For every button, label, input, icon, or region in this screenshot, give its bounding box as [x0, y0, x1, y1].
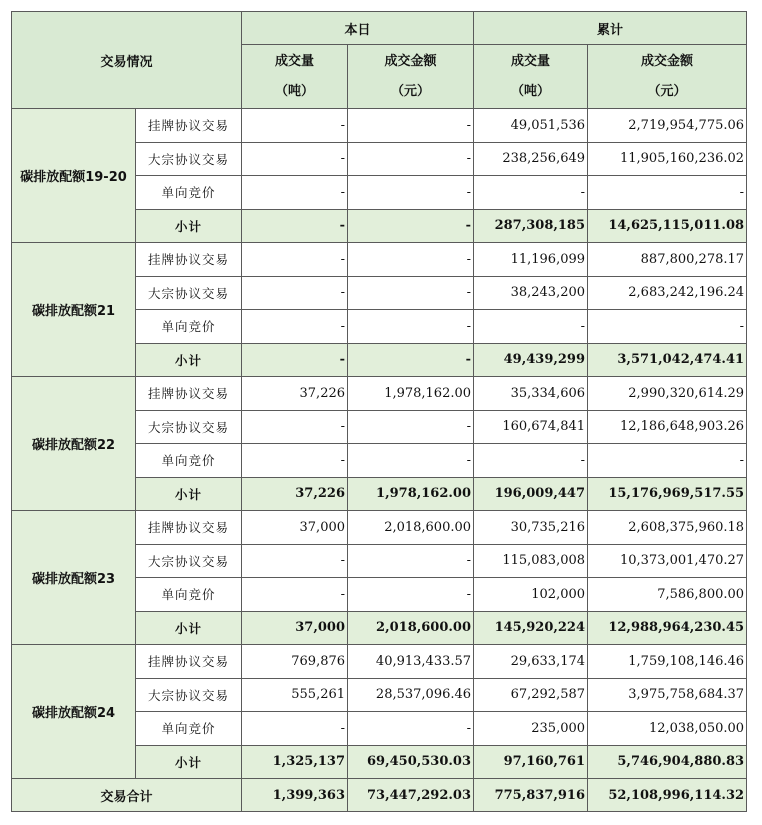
today-volume-cell: - [242, 176, 348, 210]
trade-type: 单向竞价 [136, 578, 242, 612]
trade-type: 大宗协议交易 [136, 410, 242, 444]
today-volume-cell: - [242, 142, 348, 176]
total-label: 交易合计 [12, 779, 242, 812]
cumulative-volume-cell: 238,256,649 [474, 142, 588, 176]
subtotal-label: 小计 [136, 343, 242, 377]
cumulative-volume-cell: 29,633,174 [474, 645, 588, 679]
subtotal-today-volume: - [242, 209, 348, 243]
subtotal-today-amount: - [348, 209, 474, 243]
today-volume-cell: 37,226 [242, 377, 348, 411]
cumulative-volume-cell: 38,243,200 [474, 276, 588, 310]
total-cumulative-amount: 52,108,996,114.32 [588, 779, 747, 812]
trade-type: 挂牌协议交易 [136, 511, 242, 545]
cumulative-amount-cell: 12,038,050.00 [588, 712, 747, 746]
cumulative-volume-cell: 11,196,099 [474, 243, 588, 277]
today-volume-cell: - [242, 544, 348, 578]
today-amount-cell: - [348, 276, 474, 310]
subtotal-cumulative-volume: 145,920,224 [474, 611, 588, 645]
today-amount-cell: - [348, 310, 474, 344]
total-row [12, 779, 747, 812]
amount-label: 成交金额 [384, 53, 437, 69]
today-volume-cell: - [242, 444, 348, 478]
today-volume-cell: - [242, 243, 348, 277]
cumulative-volume-cell: 102,000 [474, 578, 588, 612]
cumulative-amount-cell: 12,186,648,903.26 [588, 410, 747, 444]
cumulative-volume-cell: 115,083,008 [474, 544, 588, 578]
group-name: 碳排放配额23 [12, 511, 136, 645]
subtotal-cumulative-amount: 3,571,042,474.41 [588, 343, 747, 377]
header-cumulative-amount [588, 45, 747, 109]
group-name: 碳排放配额22 [12, 377, 136, 511]
table-body [12, 109, 747, 812]
table-row [12, 109, 747, 143]
table-row [12, 645, 747, 679]
today-amount-cell: - [348, 712, 474, 746]
amount-label: 成交金额 [641, 53, 694, 69]
trade-type: 挂牌协议交易 [136, 645, 242, 679]
cumulative-amount-cell: 2,683,242,196.24 [588, 276, 747, 310]
today-volume-cell: 37,000 [242, 511, 348, 545]
trade-type: 单向竞价 [136, 176, 242, 210]
subtotal-today-volume: 37,226 [242, 477, 348, 511]
cumulative-amount-cell: 2,990,320,614.29 [588, 377, 747, 411]
cumulative-amount-cell: 10,373,001,470.27 [588, 544, 747, 578]
cumulative-amount-cell: 887,800,278.17 [588, 243, 747, 277]
amount-unit: （元） [647, 83, 687, 99]
subtotal-today-amount: - [348, 343, 474, 377]
volume-unit: （吨） [275, 83, 315, 99]
today-amount-cell: 1,978,162.00 [348, 377, 474, 411]
today-volume-cell: - [242, 578, 348, 612]
cumulative-volume-cell: - [474, 310, 588, 344]
trade-type: 大宗协议交易 [136, 276, 242, 310]
today-volume-cell: 555,261 [242, 678, 348, 712]
table-row [12, 243, 747, 277]
group-name: 碳排放配额19-20 [12, 109, 136, 243]
cumulative-amount-cell: - [588, 444, 747, 478]
today-volume-cell: - [242, 410, 348, 444]
trade-type: 单向竞价 [136, 310, 242, 344]
cumulative-volume-cell: 67,292,587 [474, 678, 588, 712]
cumulative-amount-cell: 11,905,160,236.02 [588, 142, 747, 176]
today-amount-cell: - [348, 176, 474, 210]
today-amount-cell: - [348, 578, 474, 612]
trade-type: 大宗协议交易 [136, 544, 242, 578]
cumulative-volume-cell: 235,000 [474, 712, 588, 746]
header-trading-situation: 交易情况 [12, 12, 242, 109]
subtotal-cumulative-volume: 287,308,185 [474, 209, 588, 243]
table-row [12, 511, 747, 545]
subtotal-today-volume: - [242, 343, 348, 377]
subtotal-label: 小计 [136, 745, 242, 779]
header-today: 本日 [242, 12, 474, 45]
total-today-volume: 1,399,363 [242, 779, 348, 812]
cumulative-volume-cell: 160,674,841 [474, 410, 588, 444]
header-today-volume [242, 45, 348, 109]
subtotal-cumulative-amount: 14,625,115,011.08 [588, 209, 747, 243]
trade-type: 挂牌协议交易 [136, 377, 242, 411]
subtotal-label: 小计 [136, 477, 242, 511]
subtotal-label: 小计 [136, 611, 242, 645]
today-amount-cell: 40,913,433.57 [348, 645, 474, 679]
cumulative-amount-cell: 2,719,954,775.06 [588, 109, 747, 143]
cumulative-amount-cell: - [588, 310, 747, 344]
trade-type: 大宗协议交易 [136, 142, 242, 176]
subtotal-cumulative-amount: 5,746,904,880.83 [588, 745, 747, 779]
volume-label: 成交量 [511, 53, 551, 69]
subtotal-cumulative-amount: 12,988,964,230.45 [588, 611, 747, 645]
trade-type: 单向竞价 [136, 712, 242, 746]
total-today-amount: 73,447,292.03 [348, 779, 474, 812]
trade-type: 挂牌协议交易 [136, 109, 242, 143]
today-volume-cell: 769,876 [242, 645, 348, 679]
today-amount-cell: 28,537,096.46 [348, 678, 474, 712]
trading-summary-table [11, 11, 747, 812]
volume-label: 成交量 [275, 53, 315, 69]
cumulative-volume-cell: 30,735,216 [474, 511, 588, 545]
today-volume-cell: - [242, 310, 348, 344]
subtotal-cumulative-volume: 196,009,447 [474, 477, 588, 511]
header-cumulative-volume [474, 45, 588, 109]
cumulative-amount-cell: - [588, 176, 747, 210]
group-name: 碳排放配额24 [12, 645, 136, 779]
today-amount-cell: - [348, 109, 474, 143]
cumulative-amount-cell: 2,608,375,960.18 [588, 511, 747, 545]
cumulative-amount-cell: 7,586,800.00 [588, 578, 747, 612]
header-cumulative: 累计 [474, 12, 747, 45]
subtotal-cumulative-amount: 15,176,969,517.55 [588, 477, 747, 511]
today-volume-cell: - [242, 276, 348, 310]
today-amount-cell: - [348, 410, 474, 444]
cumulative-amount-cell: 1,759,108,146.46 [588, 645, 747, 679]
cumulative-volume-cell: 49,051,536 [474, 109, 588, 143]
cumulative-volume-cell: 35,334,606 [474, 377, 588, 411]
subtotal-today-amount: 69,450,530.03 [348, 745, 474, 779]
subtotal-label: 小计 [136, 209, 242, 243]
subtotal-cumulative-volume: 97,160,761 [474, 745, 588, 779]
today-amount-cell: - [348, 142, 474, 176]
subtotal-today-amount: 1,978,162.00 [348, 477, 474, 511]
today-volume-cell: - [242, 109, 348, 143]
header-today-amount [348, 45, 474, 109]
total-cumulative-volume: 775,837,916 [474, 779, 588, 812]
cumulative-volume-cell: - [474, 176, 588, 210]
trade-type: 单向竞价 [136, 444, 242, 478]
trade-type: 大宗协议交易 [136, 678, 242, 712]
table-row [12, 377, 747, 411]
today-amount-cell: 2,018,600.00 [348, 511, 474, 545]
cumulative-amount-cell: 3,975,758,684.37 [588, 678, 747, 712]
today-amount-cell: - [348, 444, 474, 478]
group-name: 碳排放配额21 [12, 243, 136, 377]
subtotal-today-amount: 2,018,600.00 [348, 611, 474, 645]
subtotal-today-volume: 1,325,137 [242, 745, 348, 779]
subtotal-today-volume: 37,000 [242, 611, 348, 645]
today-volume-cell: - [242, 712, 348, 746]
subtotal-cumulative-volume: 49,439,299 [474, 343, 588, 377]
trade-type: 挂牌协议交易 [136, 243, 242, 277]
amount-unit: （元） [391, 83, 431, 99]
cumulative-volume-cell: - [474, 444, 588, 478]
today-amount-cell: - [348, 544, 474, 578]
today-amount-cell: - [348, 243, 474, 277]
volume-unit: （吨） [511, 83, 551, 99]
